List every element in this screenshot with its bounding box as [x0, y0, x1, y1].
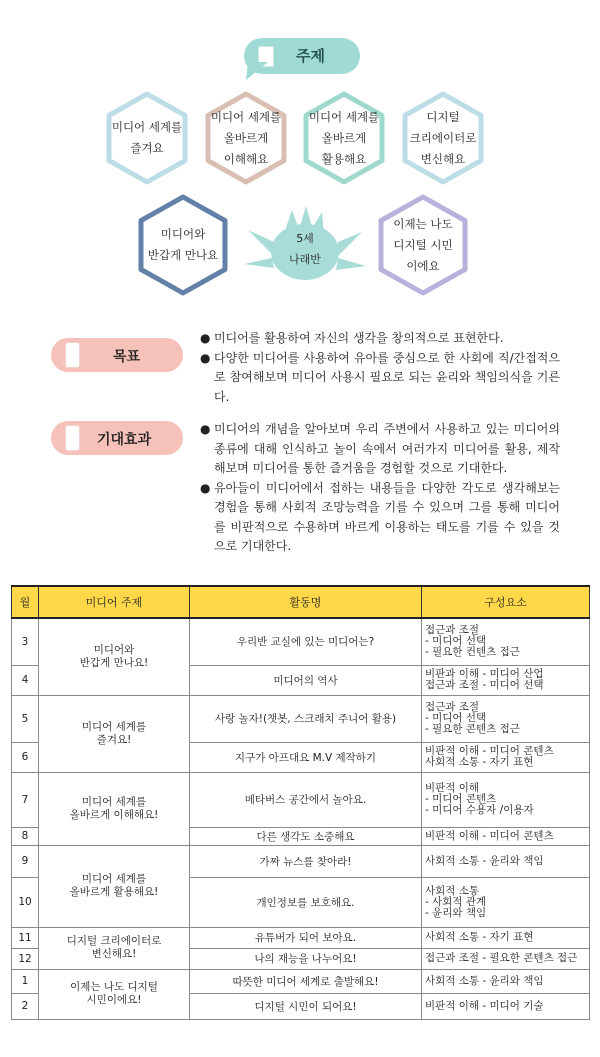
- hex-text-line: 미디어와: [160, 227, 206, 241]
- header-activity: 활동명: [190, 586, 422, 618]
- curriculum-table: [11, 585, 590, 1020]
- hex-text-line: 이에요: [406, 258, 440, 273]
- header-components: 구성요소: [422, 586, 590, 618]
- activity-cell: 개인정보를 보호해요.: [190, 877, 422, 927]
- hex-text-line: 디지털: [426, 109, 460, 124]
- goal-item: ● 다양한 미디어를 사용하여 유아를 중심으로 한 사회에 직/간접적으로 참여해보며 미디어 사용시 필요로 되는 윤리와 책임의식을 기른다.: [200, 350, 560, 404]
- theme-cell: 디지털 크리에이터로 변신해요!: [39, 927, 190, 969]
- effect-item: ● 유아들이 미디어에서 접하는 내용들을 다양한 각도로 생각해보는 경험을 통해 사회적 조망능력을 기를 수 있으며 그를 통해 미디어를 비판적으로 수용하며 바르게 이용하는 태도를 기를 수 있을 것으로 기대한다.: [200, 480, 560, 553]
- components-cell: 사회적 소통 - 윤리와 책임: [422, 969, 590, 993]
- hex-use-media: [303, 91, 385, 185]
- hex-text-line: 미디어 세계를: [111, 120, 183, 134]
- activity-cell: 메타버스 공간에서 놀아요.: [190, 772, 422, 827]
- hex-text-line: 크리에이터로: [409, 130, 477, 145]
- activity-cell: 다른 생각도 소중해요: [190, 827, 422, 845]
- month-cell: 4: [12, 665, 39, 695]
- hex-digital-citizen: [378, 194, 468, 296]
- theme-cell: 미디어 세계를 올바르게 이해해요!: [39, 772, 190, 845]
- table-row: [12, 695, 590, 742]
- components-cell: 비판적 이해 - 미디어 콘텐츠 사회적 소통 - 자기 표현: [422, 742, 590, 772]
- month-cell: 2: [12, 993, 39, 1019]
- goal-item: ● 미디어를 활용하여 자신의 생각을 창의적으로 표현한다.: [200, 331, 504, 345]
- goals-label: 목표: [113, 349, 141, 365]
- table-row: [12, 927, 590, 948]
- activity-cell: 사랑 놀자!(챗봇, 스크래치 주니어 활용): [190, 695, 422, 742]
- theme-cell: 이제는 나도 디지털 시민이에요!: [39, 969, 190, 1019]
- activity-cell: 가짜 뉴스를 찾아라!: [190, 845, 422, 877]
- components-cell: 비판적 이해 - 미디어 기술: [422, 993, 590, 1019]
- components-cell: 접근과 조절 - 미디어 선택 - 필요한 콘텐츠 접근: [422, 695, 590, 742]
- month-cell: 12: [12, 948, 39, 969]
- hex-text-line: 즐겨요: [130, 141, 164, 155]
- activity-cell: 우리반 교실에 있는 미디어는?: [190, 618, 422, 665]
- center-text-line: 5세: [296, 232, 314, 245]
- hex-text-line: 이제는 나도: [393, 216, 453, 231]
- components-cell: 사회적 소통 - 자기 표현: [422, 927, 590, 948]
- month-cell: 3: [12, 618, 39, 665]
- table-row: [12, 618, 590, 665]
- hex-text-line: 활용해요: [321, 151, 367, 166]
- header-theme: 미디어 주제: [39, 586, 190, 618]
- hex-text-line: 이해해요: [223, 151, 269, 166]
- phone-icon: [65, 425, 80, 451]
- hex-text-line: 올바르게: [321, 130, 367, 145]
- hex-text-line: 디지털 시민: [393, 237, 453, 252]
- components-cell: 접근과 조절 - 미디어 선택 - 필요한 컨텐츠 접근: [422, 618, 590, 665]
- month-cell: 1: [12, 969, 39, 993]
- topic-label: 주제: [296, 47, 325, 65]
- hex-understand-media: [205, 91, 287, 185]
- month-cell: 10: [12, 877, 39, 927]
- center-class-badge: [244, 206, 366, 292]
- components-cell: 비판적 이해 - 미디어 콘텐츠 - 미디어 수용자 /이용자: [422, 772, 590, 827]
- activity-cell: 따뜻한 미디어 세계로 출발해요!: [190, 969, 422, 993]
- hex-creator: [402, 91, 484, 185]
- month-cell: 8: [12, 827, 39, 845]
- hex-text-line: 반갑게 만나요: [147, 248, 219, 262]
- components-cell: 비판적 이해 - 미디어 콘텐츠: [422, 827, 590, 845]
- month-cell: 9: [12, 845, 39, 877]
- theme-cell: 미디어 세계를 즐겨요!: [39, 695, 190, 772]
- activity-cell: 지구가 아프대요 M.V 제작하기: [190, 742, 422, 772]
- month-cell: 6: [12, 742, 39, 772]
- center-text-line: 나래반: [289, 253, 321, 266]
- effect-item: ● 미디어의 개념을 알아보며 우리 주변에서 사용하고 있는 미디어의 종류에 대해 인식하고 놀이 속에서 여러가지 미디어를 활용, 제작해보며 미디어를 통한 즐거움을 경험할 것으로 기대한다.: [200, 422, 560, 475]
- table-row: [12, 772, 590, 827]
- activity-cell: 디지털 시민이 되어요!: [190, 993, 422, 1019]
- hex-text-line: 미디어 세계를: [210, 109, 282, 124]
- month-cell: 7: [12, 772, 39, 827]
- table-row: [12, 969, 590, 993]
- effects-text: [200, 420, 560, 557]
- components-cell: 접근과 조절 - 필요한 콘텐츠 접근: [422, 948, 590, 969]
- theme-cell: 미디어 세계를 올바르게 활용해요!: [39, 845, 190, 927]
- topic-tag-tail: [244, 62, 274, 82]
- effects-label-pill: [51, 421, 183, 455]
- month-cell: 5: [12, 695, 39, 742]
- components-cell: 사회적 소통 - 사회적 관계 - 윤리와 책임: [422, 877, 590, 927]
- month-cell: 11: [12, 927, 39, 948]
- activity-cell: 유튜버가 되어 보아요.: [190, 927, 422, 948]
- components-cell: 비판과 이해 - 미디어 산업 접근과 조절 - 미디어 선택: [422, 665, 590, 695]
- theme-cell: 미디어와 반갑게 만나요!: [39, 618, 190, 695]
- hex-enjoy-media: [106, 91, 188, 185]
- table-row: [12, 845, 590, 877]
- header-month: 월: [12, 586, 39, 618]
- phone-icon: [65, 342, 80, 368]
- goals-label-pill: [51, 338, 183, 372]
- goals-text: [200, 329, 560, 407]
- hex-text-line: 미디어 세계를: [308, 109, 380, 124]
- hex-meet-media: [138, 194, 228, 296]
- components-cell: 사회적 소통 - 윤리와 책임: [422, 845, 590, 877]
- activity-cell: 미디어의 역사: [190, 665, 422, 695]
- effects-label: 기대효과: [97, 432, 152, 448]
- hex-text-line: 변신해요: [420, 151, 466, 166]
- hex-text-line: 올바르게: [223, 130, 269, 145]
- activity-cell: 나의 재능을 나누어요!: [190, 948, 422, 969]
